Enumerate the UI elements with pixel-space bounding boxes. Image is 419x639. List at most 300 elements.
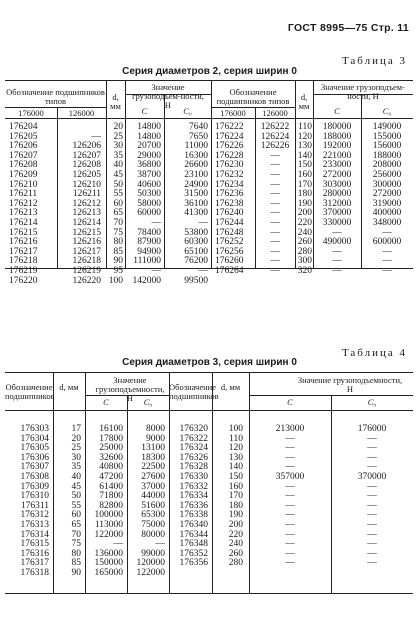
table-cell: 165000	[94, 567, 123, 578]
table-cell: 136000	[94, 548, 123, 559]
table-cell: 113000	[94, 519, 123, 530]
table-cell: 176208	[9, 160, 38, 171]
header-type-176000: 176000	[220, 108, 246, 118]
table-cell: —	[382, 256, 392, 267]
table-cell: 126220	[72, 275, 101, 286]
table-cell: 176260	[215, 256, 244, 267]
table3-title: Серия диаметров 2, серия ширин 0	[122, 66, 297, 77]
table-cell: 32600	[99, 452, 123, 463]
table-cell: —	[285, 452, 295, 463]
table-cell: 80	[71, 548, 81, 559]
table-cell: —	[367, 481, 377, 492]
header-C: C	[287, 397, 293, 407]
header-load: Значение грузоподъемности, Н	[297, 375, 403, 394]
table-cell: 87900	[137, 237, 161, 248]
table-cell: 111000	[133, 256, 161, 267]
table-cell: —	[151, 265, 161, 276]
header-load: Значение грузоподъем-ности, Н	[321, 82, 405, 101]
table-cell: 176204	[9, 122, 38, 132]
table-cell: 272000	[372, 189, 402, 200]
table-cell: 155000	[372, 131, 402, 142]
table-cell: 176303	[20, 424, 49, 434]
header-C0: C₀	[183, 106, 192, 116]
table-cell: —	[155, 539, 165, 550]
table-cell: 176308	[20, 471, 49, 482]
table-cell: 65100	[184, 246, 208, 257]
table3-right-col-C0	[361, 123, 413, 277]
table-cell: —	[270, 246, 280, 257]
table-cell: 176236	[215, 189, 244, 200]
table-cell: 176318	[20, 567, 49, 578]
table-cell: 176211	[9, 189, 38, 200]
table-cell: —	[367, 491, 377, 502]
table-cell: 240	[228, 539, 243, 550]
table-cell: 17800	[99, 433, 123, 444]
table-cell: 35	[113, 150, 123, 161]
table3-right-col-d	[295, 123, 312, 277]
table-cell: 300000	[372, 179, 402, 190]
table-cell: 170	[297, 179, 312, 190]
table-cell: 176309	[20, 481, 49, 492]
table-cell: 11000	[184, 141, 208, 152]
table4-right-col-C	[249, 425, 331, 569]
table-cell: 330000	[322, 217, 352, 228]
table-cell: 122000	[136, 567, 165, 578]
table-cell: —	[332, 256, 342, 267]
table-cell: 176217	[9, 246, 38, 257]
table-cell: 14800	[137, 122, 161, 132]
table-cell: —	[285, 443, 295, 454]
table-cell: 76200	[184, 256, 208, 267]
table-cell: 126222	[260, 122, 290, 132]
table-cell: 126207	[72, 150, 101, 161]
table-cell: 40800	[99, 462, 123, 473]
table-cell: 176226	[215, 141, 244, 152]
header-C: C	[334, 106, 340, 116]
table-cell: 20	[113, 122, 123, 132]
table3-left-col-176000	[9, 123, 57, 286]
table-cell: 130	[228, 452, 243, 463]
table-cell: 27600	[141, 471, 165, 482]
table-cell: 126226	[260, 141, 290, 152]
table-cell: 35	[71, 462, 81, 473]
table-cell: 176305	[20, 443, 49, 454]
table-cell: 50300	[137, 189, 161, 200]
table-cell: 303000	[322, 179, 352, 190]
table4-left-col-C0	[127, 425, 165, 579]
table-cell: 176234	[215, 179, 244, 190]
table-cell: 348000	[372, 217, 402, 228]
table-cell: 65	[113, 208, 123, 219]
table-cell: 176238	[215, 198, 244, 209]
table-cell: 176304	[20, 433, 49, 444]
table-cell: 176252	[215, 237, 244, 248]
table-cell: 176220	[9, 275, 38, 286]
table-cell: —	[285, 539, 295, 550]
table-cell: 51600	[141, 500, 165, 511]
table-cell: 176332	[179, 481, 208, 492]
table-cell: —	[270, 265, 280, 276]
table-cell: —	[285, 481, 295, 492]
table-cell: 176209	[9, 169, 38, 180]
table-cell: —	[382, 246, 392, 257]
table-cell: 357000	[275, 471, 305, 482]
table-cell: 176316	[20, 548, 49, 559]
table-cell: 25	[113, 131, 123, 142]
table-cell: 142000	[132, 275, 161, 286]
table-cell: —	[285, 519, 295, 530]
table-cell: 208000	[372, 160, 402, 171]
header-designation: Обозначение подшипников типов	[6, 87, 105, 106]
table-cell: 40	[113, 160, 123, 171]
table4-left-col-C	[85, 425, 123, 579]
table-cell: 126212	[72, 198, 101, 209]
table-cell: 176334	[179, 491, 208, 502]
header-d: d, мм	[220, 382, 241, 392]
table3-left-col-d	[106, 123, 123, 286]
table-cell: 17	[71, 424, 81, 434]
table-cell: 120000	[136, 558, 165, 569]
table-cell: 100	[108, 275, 123, 286]
table-cell: —	[285, 500, 295, 511]
table-cell: 65300	[141, 510, 165, 521]
table4-title: Серия диаметров 3, серия ширин 0	[122, 357, 297, 368]
table-cell: 149000	[372, 122, 402, 132]
table-cell: 188000	[322, 131, 352, 142]
table-cell: 70	[113, 217, 123, 228]
table-cell: 320	[297, 265, 312, 276]
table-cell: 31500	[184, 189, 208, 200]
table-cell: 37000	[141, 481, 165, 492]
header-d: d, мм	[110, 92, 121, 111]
table-cell: —	[367, 462, 377, 473]
table-cell: 50	[71, 491, 81, 502]
table-cell: 41300	[184, 208, 208, 219]
table-cell: 176352	[179, 548, 208, 559]
table-cell: 156000	[372, 141, 402, 152]
table-cell: 50	[113, 179, 123, 190]
table-cell: —	[367, 500, 377, 511]
table-cell: 176317	[20, 558, 49, 569]
table-cell: 150	[228, 471, 243, 482]
table-cell: 200	[297, 208, 312, 219]
header-C0: C₀	[382, 106, 392, 116]
table-cell: 176328	[179, 462, 208, 473]
table-cell: 75	[71, 539, 81, 550]
table-cell: 130	[297, 141, 312, 152]
table-cell: 176215	[9, 227, 38, 238]
table-cell: 126211	[72, 189, 101, 200]
table-cell: 8000	[146, 424, 165, 434]
table4-right-col-d	[212, 425, 243, 569]
table-cell: 176212	[9, 198, 38, 209]
table-cell: 126218	[72, 256, 101, 267]
table-cell: 176313	[20, 519, 49, 530]
table-cell: 192000	[322, 141, 352, 152]
table3-label: Таблица 3	[341, 55, 407, 67]
table-cell: 20700	[137, 141, 161, 152]
table-cell: 75	[113, 227, 123, 238]
table-cell: 176310	[20, 491, 49, 502]
table-cell: 240	[297, 227, 312, 238]
table-cell: 176330	[179, 471, 208, 482]
table-cell: 180	[297, 189, 312, 200]
table-cell: 36100	[184, 198, 208, 209]
table-cell: 75000	[141, 519, 165, 530]
table-cell: —	[151, 217, 161, 228]
table-cell: 29000	[137, 150, 161, 161]
table3-right-col-126000	[255, 123, 295, 277]
header-designation: Обозначение подшипников	[5, 382, 55, 401]
header-C0: C₀	[143, 397, 153, 407]
table-cell: 176338	[179, 510, 208, 521]
table-cell: 176224	[215, 131, 244, 142]
table4	[5, 372, 413, 594]
table-cell: —	[198, 217, 208, 228]
table-cell: 176210	[9, 179, 38, 190]
table-cell: 7650	[189, 131, 208, 142]
table-cell: 99500	[184, 275, 208, 286]
table-cell: 85	[71, 558, 81, 569]
table-cell: 176244	[215, 217, 244, 228]
table-cell: —	[285, 558, 295, 569]
table-cell: 90	[71, 567, 81, 578]
table-cell: 176228	[215, 150, 244, 161]
table-cell: 53800	[184, 227, 208, 238]
table3	[5, 80, 413, 286]
table-cell: —	[270, 256, 280, 267]
table-cell: 20	[71, 433, 81, 444]
header-d: d, мм	[59, 382, 79, 392]
table-cell: 190	[228, 510, 243, 521]
table-cell: 78400	[137, 227, 161, 238]
table-cell: 126215	[72, 227, 101, 238]
table-cell: 70	[71, 529, 81, 540]
table-cell: 190	[297, 198, 312, 209]
table-cell: 256000	[372, 169, 402, 180]
table-cell: 126217	[72, 246, 101, 257]
table-cell: 26600	[184, 160, 208, 171]
table-cell: 40600	[137, 179, 161, 190]
header-designation: Обозначение подшипников типов	[216, 87, 290, 106]
table3-left-col-C0	[164, 123, 208, 286]
header-type-126000: 126000	[262, 108, 288, 118]
table-cell: —	[367, 519, 377, 530]
table-cell: 221000	[322, 150, 352, 161]
table-cell: —	[270, 217, 280, 228]
table-cell: 126205	[72, 169, 101, 180]
table-cell: 176000	[357, 424, 387, 434]
table4-left-col-designation	[5, 425, 49, 579]
table-cell: —	[270, 179, 280, 190]
table-cell: 60	[113, 198, 123, 209]
table-cell: 55	[71, 500, 81, 511]
table-cell: 60	[71, 510, 81, 521]
table-cell: 370000	[357, 471, 387, 482]
table-cell: 9000	[146, 433, 165, 444]
table-cell: —	[332, 246, 342, 257]
table3-right-col-176000	[215, 123, 255, 277]
table-cell: —	[270, 208, 280, 219]
table-cell: 110	[298, 122, 312, 132]
table-cell: —	[270, 189, 280, 200]
table-cell: —	[285, 433, 295, 444]
table-cell: 260	[228, 548, 243, 559]
table-cell: —	[367, 548, 377, 559]
table-cell: 150000	[94, 558, 123, 569]
table-cell: 280	[228, 558, 243, 569]
table-cell: 45	[71, 481, 81, 492]
table-cell: 122000	[94, 529, 123, 540]
table-cell: —	[270, 198, 280, 209]
table-cell: 150	[297, 160, 312, 171]
table-cell: 200	[228, 519, 243, 530]
table-cell: —	[382, 265, 392, 276]
table-cell: 300	[297, 256, 312, 267]
table-cell: 25	[71, 443, 81, 454]
table-cell: 280	[297, 246, 312, 257]
table-cell: 176307	[20, 462, 49, 473]
table-cell: 120	[297, 131, 312, 142]
table-cell: 18300	[141, 452, 165, 463]
table3-left-col-C	[125, 123, 161, 286]
table3-right-col-C	[313, 123, 361, 277]
table-cell: 126214	[72, 217, 101, 228]
table-cell: 176214	[9, 217, 38, 228]
table-cell: 90	[113, 256, 123, 267]
table-cell: 176344	[179, 529, 208, 540]
table-cell: —	[285, 548, 295, 559]
table-cell: 180	[228, 500, 243, 511]
table-cell: 176320	[179, 424, 208, 434]
table-cell: —	[113, 539, 123, 550]
table-cell: 16100	[99, 424, 123, 434]
table-cell: 14800	[137, 131, 161, 142]
table-cell: 85	[113, 246, 123, 257]
table-cell: 126216	[72, 237, 101, 248]
table-cell: 213000	[275, 424, 305, 434]
table-cell: —	[332, 265, 342, 276]
table-cell: 100	[228, 424, 243, 434]
table-cell: 220	[228, 529, 243, 540]
table-cell: —	[367, 452, 377, 463]
table-cell: 38700	[137, 169, 161, 180]
header-type-176000: 176000	[18, 108, 44, 118]
header-C: C	[141, 106, 148, 116]
table-cell: 7640	[189, 122, 208, 132]
table-cell: —	[285, 529, 295, 540]
table-cell: —	[382, 227, 392, 238]
table-cell: 490000	[322, 237, 352, 248]
table-cell: 61400	[99, 481, 123, 492]
page-header: ГОСТ 8995—75 Стр. 11	[287, 22, 409, 34]
table-cell: 22500	[141, 462, 165, 473]
table-cell: 600000	[372, 237, 402, 248]
table-cell: 58000	[137, 198, 161, 209]
table-cell: 99000	[141, 548, 165, 559]
table-cell: 126208	[72, 160, 101, 171]
header-load: Значение грузоподъемности, Н	[95, 375, 165, 403]
table-cell: 110	[229, 433, 243, 444]
table-cell: 312000	[322, 198, 352, 209]
table-cell: 16300	[184, 150, 208, 161]
table-cell: 45	[113, 169, 123, 180]
table-cell: 176311	[20, 500, 49, 511]
table-cell: 71800	[99, 491, 123, 502]
table-cell: 176216	[9, 237, 38, 248]
table-cell: 176206	[9, 141, 38, 152]
table-cell: 55	[113, 189, 123, 200]
table-cell: 280000	[322, 189, 352, 200]
table-cell: —	[270, 160, 280, 171]
table-cell: 400000	[372, 208, 402, 219]
table-cell: 126210	[72, 179, 101, 190]
header-C0: C₀	[367, 397, 377, 407]
table-cell: 176218	[9, 256, 38, 267]
table-cell: 170	[228, 491, 243, 502]
table-cell: 176322	[179, 433, 208, 444]
table4-left-col-d	[53, 425, 81, 579]
table-cell: 188000	[372, 150, 402, 161]
table-cell: 176207	[9, 150, 38, 161]
table-cell: 25000	[99, 443, 123, 454]
table-cell: 36800	[137, 160, 161, 171]
header-type-126000: 126000	[68, 108, 95, 118]
table-cell: 176326	[179, 452, 208, 463]
table-cell: 180000	[322, 122, 352, 132]
table-cell: 176248	[215, 227, 244, 238]
table-cell: 82800	[99, 500, 123, 511]
header-d: d, мм	[298, 92, 310, 111]
table-cell: 13100	[141, 443, 165, 454]
table3-left-col-126000	[57, 123, 101, 286]
table-cell: —	[285, 462, 295, 473]
header-load: Значение грузоподъем-ности, Н	[132, 82, 204, 110]
table-cell: —	[367, 539, 377, 550]
table4-right-col-designation	[169, 425, 208, 569]
table-cell: 126213	[72, 208, 101, 219]
table-cell: 80	[113, 237, 123, 248]
table4-right-col-C0	[331, 425, 413, 569]
table-cell: 176356	[179, 558, 208, 569]
table-cell: 176336	[179, 500, 208, 511]
table-cell: 176205	[9, 131, 38, 142]
table-cell: 272000	[322, 169, 352, 180]
table-cell: 370000	[322, 208, 352, 219]
table-cell: 176219	[9, 265, 38, 276]
header-designation: Обозначение подшипников	[169, 382, 219, 401]
table-cell: 176348	[179, 539, 208, 550]
table-cell: 60300	[184, 237, 208, 248]
header-C: C	[103, 397, 109, 407]
table-cell: 176213	[9, 208, 38, 219]
table-cell: —	[270, 237, 280, 248]
table-cell: 47200	[99, 471, 123, 482]
table-cell: 95	[113, 265, 123, 276]
table-cell: 100000	[94, 510, 123, 521]
table-cell: 176222	[215, 122, 244, 132]
table-cell: 176230	[215, 160, 244, 171]
table-cell: 176264	[215, 265, 244, 276]
table-cell: 23100	[184, 169, 208, 180]
table-cell: —	[367, 529, 377, 540]
table-cell: 126219	[72, 265, 101, 276]
table-cell: 60000	[137, 208, 161, 219]
table-cell: —	[270, 169, 280, 180]
table-cell: 126206	[72, 141, 101, 152]
table-cell: —	[367, 433, 377, 444]
table-cell: 176314	[20, 529, 49, 540]
